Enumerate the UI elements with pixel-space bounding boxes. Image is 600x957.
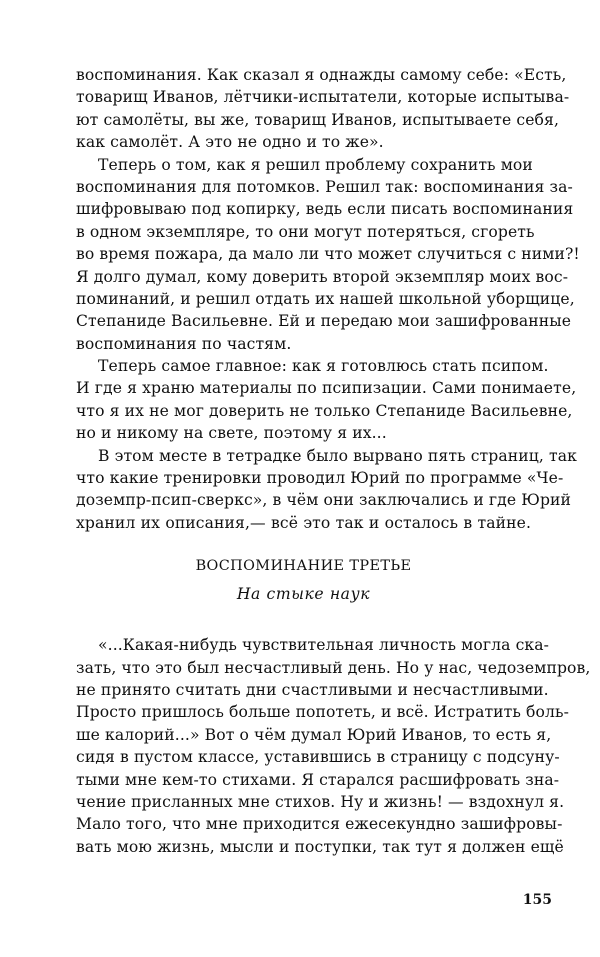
- text-line: доземпр-псип-сверкс», в чём они заключались и где Юрий: [76, 491, 572, 510]
- text-line: ют самолёты, вы же, товарищ Иванов, испытываете себя,: [76, 110, 560, 129]
- text-line: во время пожара, да мало ли что может случиться с ними?!: [76, 245, 580, 264]
- text-line: не принято считать дни счастливыми и несчастливыми.: [76, 680, 549, 699]
- text-line: воспоминания для потомков. Решил так: воспоминания за-: [76, 177, 573, 196]
- text-line: вать мою жизнь, мысли и поступки, так тут я должен ещё: [76, 837, 564, 856]
- text-line: воспоминания. Как сказал я однажды самому себе: «Есть,: [76, 66, 567, 84]
- paragraph-2: [76, 154, 580, 356]
- text-line: Просто пришлось больше попотеть, и всё. Истратить боль-: [76, 703, 569, 722]
- text-line: но и никому на свете, поэтому я их...: [76, 424, 387, 443]
- text-line: как самолёт. А это не одно и то же».: [76, 133, 384, 152]
- page-body: [76, 64, 591, 858]
- text-line: что какие тренировки проводил Юрий по программе «Че-: [76, 469, 564, 488]
- text-line: сидя в пустом классе, уставившись в страницу с подсуну-: [76, 748, 560, 767]
- text-line: шифровываю под копирку, ведь если писать воспоминания: [76, 200, 574, 219]
- text-line: хранил их описания,— всё это так и осталось в тайне.: [76, 513, 531, 532]
- text-line: товарищ Иванов, лётчики-испытатели, которые испытыва-: [76, 88, 570, 107]
- text-line: зать, что это был несчастливый день. Но у нас, чедоземпров,: [76, 658, 591, 677]
- text-line: Теперь о том, как я решил проблему сохранить мои: [98, 155, 533, 174]
- paragraph-3: [76, 355, 577, 445]
- text-line: Теперь самое главное: как я готовлюсь стать псипом.: [98, 357, 549, 376]
- paragraph-1: [76, 64, 570, 154]
- section-subtitle: На стыке наук: [236, 585, 371, 604]
- paragraph-5: [76, 634, 591, 858]
- paragraph-4: [76, 445, 577, 535]
- spacer: [76, 604, 531, 634]
- text-line: «...Какая-нибудь чувствительная личность могла ска-: [98, 636, 550, 655]
- text-line: в одном экземпляре, то они могут потеряться, сгореть: [76, 222, 535, 241]
- text-line: тыми мне кем-то стихами. Я старался расшифровать зна-: [76, 770, 560, 789]
- text-line: Степаниде Васильевне. Ей и передаю мои зашифрованные: [76, 312, 572, 331]
- text-line: воспоминания по частям.: [76, 334, 292, 353]
- text-line: чение присланных мне стихов. Ну и жизнь! — вздохнул я.: [76, 792, 565, 811]
- text-line: Я долго думал, кому доверить второй экземпляр моих вос-: [76, 267, 569, 286]
- text-line: ше калорий...» Вот о чём думал Юрий Иванов, то есть я,: [76, 725, 552, 744]
- text-line: И где я храню материалы по псипизации. Сами понимаете,: [76, 379, 577, 398]
- text-line: что я их не мог доверить не только Степаниде Васильевне,: [76, 401, 573, 420]
- text-line: В этом месте в тетрадке было вырвано пять страниц, так: [98, 446, 577, 465]
- section-title: ВОСПОМИНАНИЕ ТРЕТЬЕ: [195, 558, 412, 575]
- text-line: поминаний, и решил отдать их нашей школьной уборщице,: [76, 289, 575, 308]
- page-number: 155: [522, 892, 552, 908]
- text-line: Мало того, что мне приходится ежесекундно зашифровы-: [76, 815, 563, 834]
